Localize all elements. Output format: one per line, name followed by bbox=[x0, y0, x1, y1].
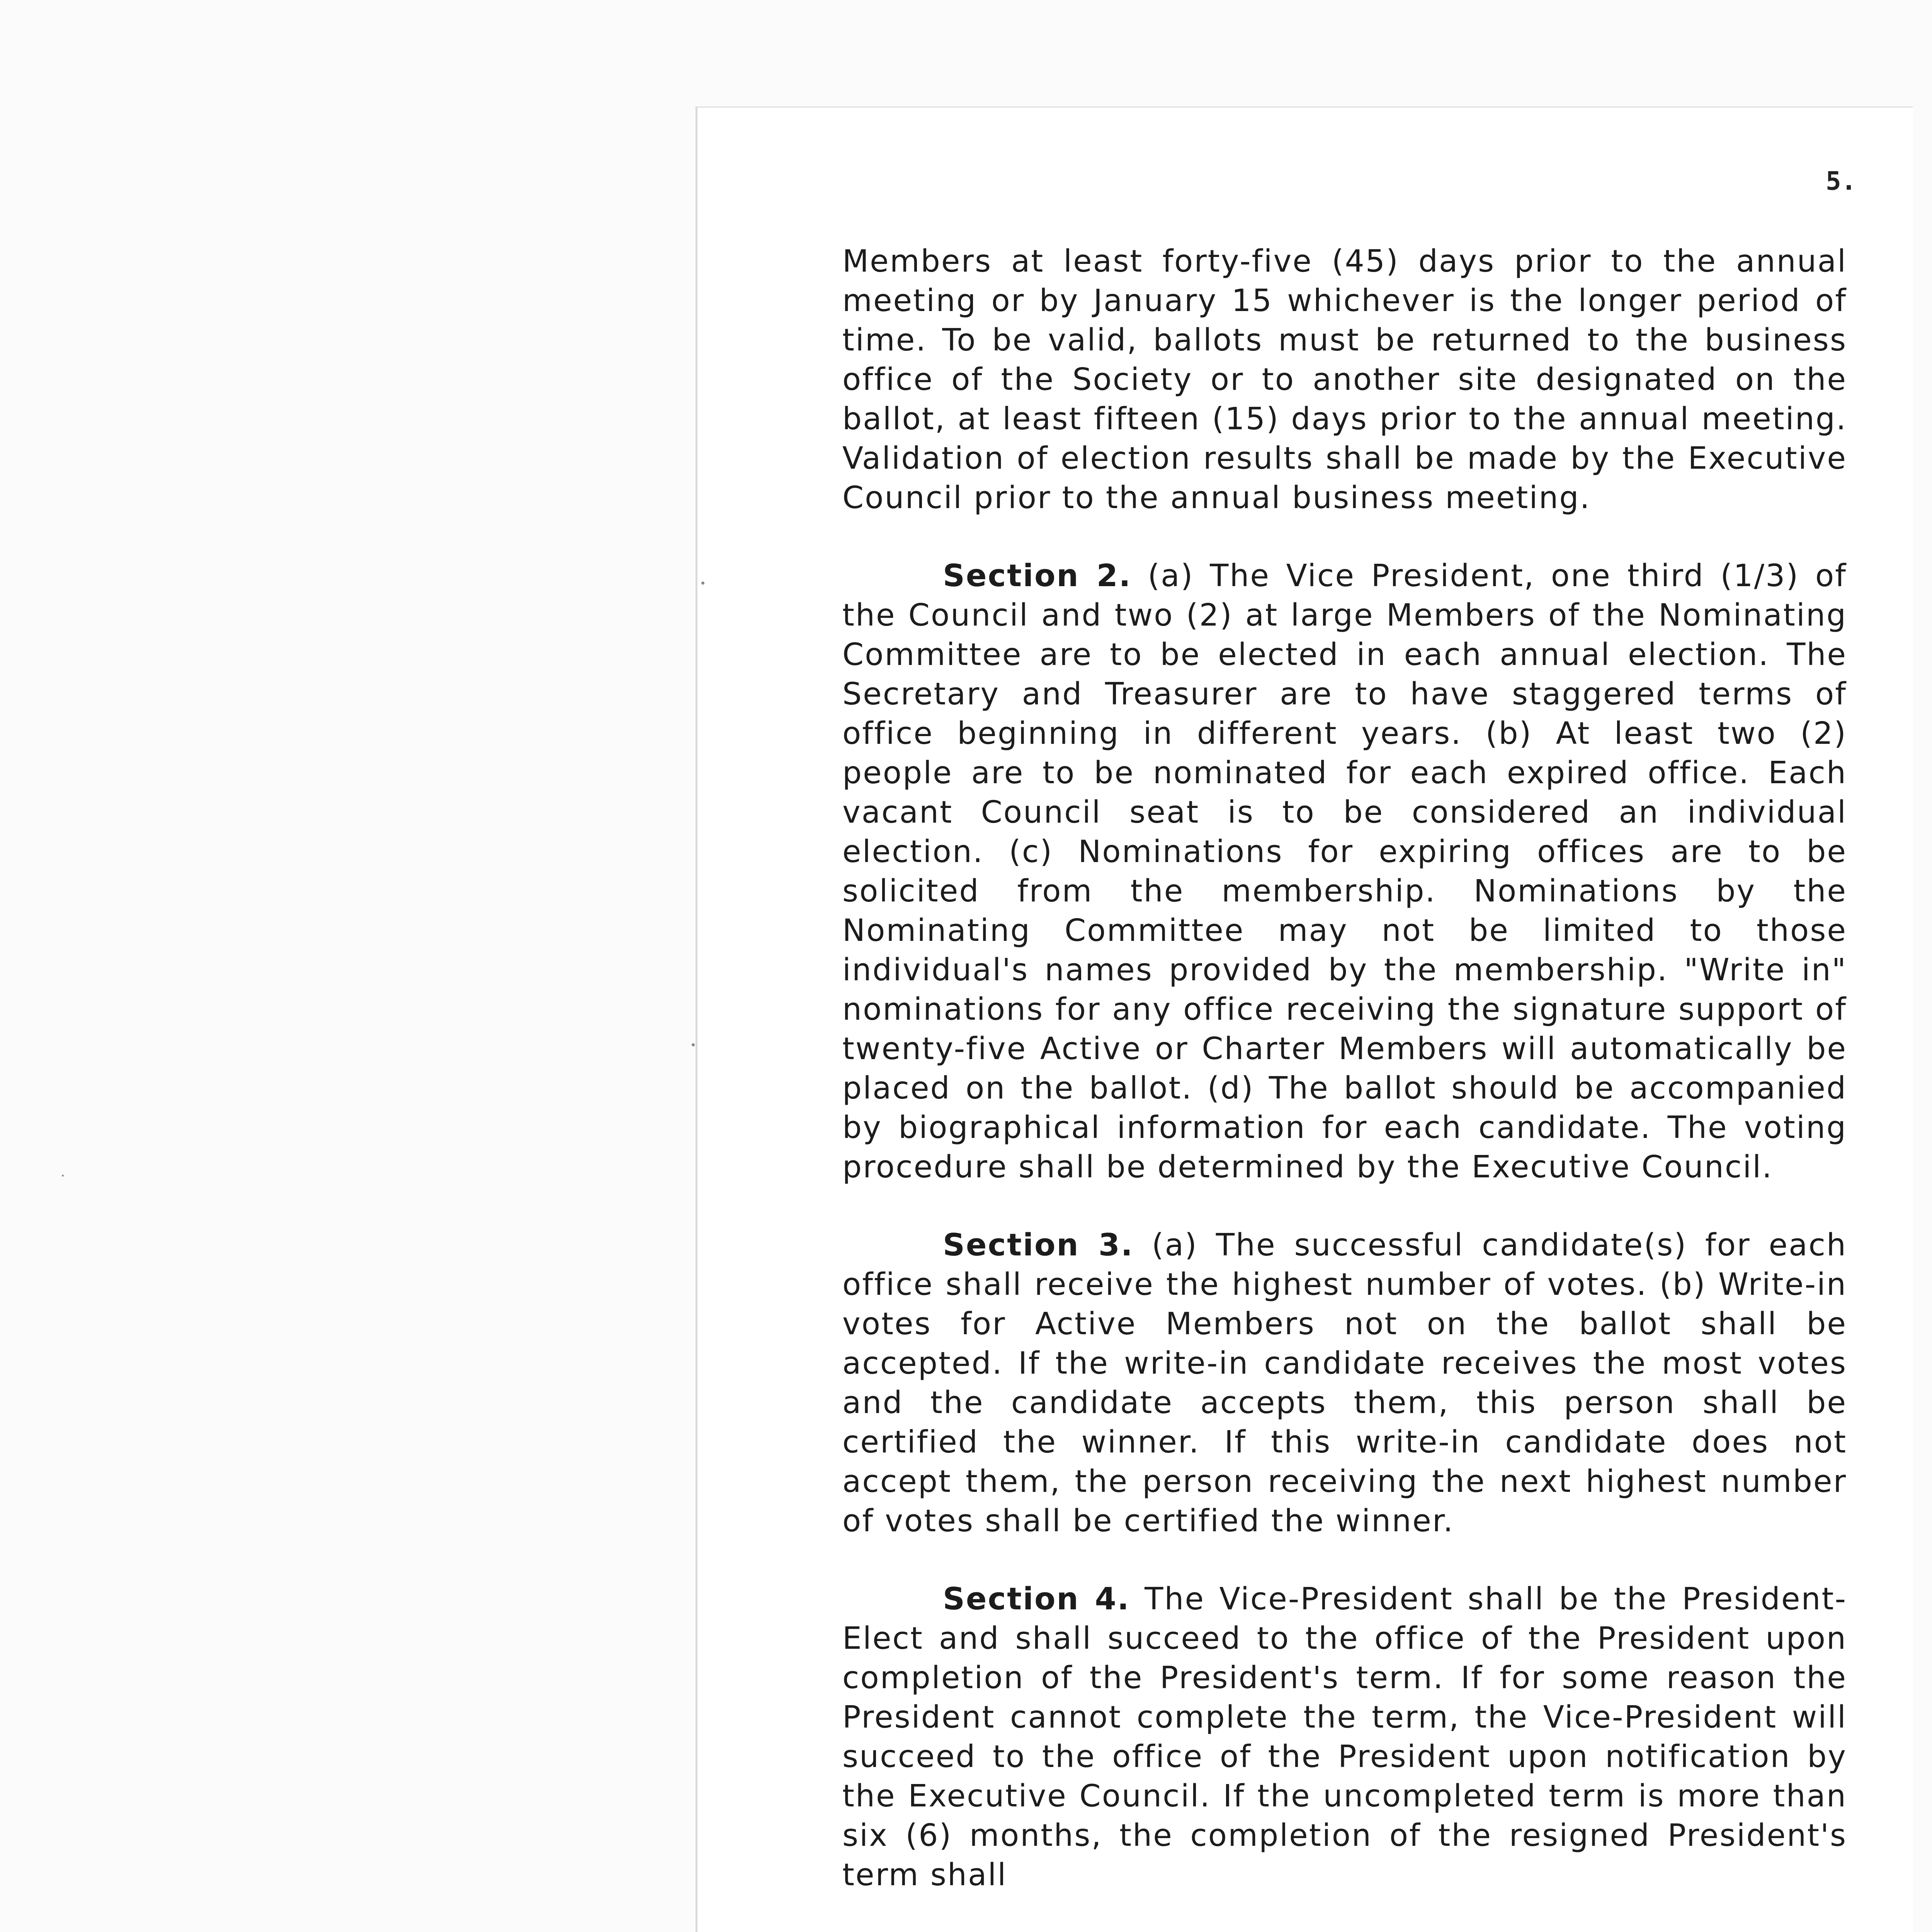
section-4-text: The Vice-President shall be the President-Elect and shall succeed to the office of the President upon completion of the President's term. If for some reason the President cannot complete the term, the Vice-President will succeed to the office of the President upon notification by the Executive Council. If the uncompleted term is more than six (6) months, the completion of the resigned President's term shall bbox=[842, 1581, 1847, 1893]
continuation-paragraph: Members at least forty-five (45) days prior to the annual meeting or by January 15 whichever is the longer period of time. To be valid, ballots must be returned to the business office of the Society or to another site designated on the ballot, at least fifteen (15) days prior to the annual meeting. Validation of election results shall be made by the Executive Council prior to the annual business meeting. bbox=[842, 243, 1847, 515]
section-3-text: (a) The successful candidate(s) for each office shall receive the highest number of votes. (b) Write-in votes for Active Members not on the ballot shall be accepted. If the write-in candidate receives the most votes and the candidate accepts them, this person shall be certified the winner. If this write-in candidate does not accept them, the person receiving the next highest number of votes shall be certified the winner. bbox=[842, 1227, 1847, 1539]
section-2-label: Section 2. bbox=[943, 558, 1132, 594]
page-number: 5. bbox=[1826, 166, 1857, 196]
section-3-paragraph bbox=[842, 1225, 1847, 1541]
section-2-paragraph bbox=[842, 556, 1847, 1187]
scan-speck bbox=[701, 582, 704, 585]
scan-speck bbox=[692, 1043, 695, 1046]
bylaws-text bbox=[842, 242, 1847, 1895]
section-4-paragraph bbox=[842, 1579, 1847, 1895]
section-3-label: Section 3. bbox=[943, 1227, 1134, 1263]
scan-speck bbox=[62, 1175, 64, 1177]
section-4-label: Section 4. bbox=[943, 1581, 1130, 1617]
section-2-text: (a) The Vice President, one third (1/3) of the Council and two (2) at large Members of the Nominating Committee are to be elected in each annual election. The Secretary and Treasurer are to have staggered terms of office beginning in different years. (b) At least two (2) people are to be nominated for each expired office. Each vacant Council seat is to be considered an individual election. (c) Nominations for expiring offices are to be solicited from the membership. Nominations by the Nominating Committee may not be limited to those individual's names provided by the membership. "Write in" nominations for any office receiving the signature support of twenty-five Active or Charter Members will automatically be placed on the ballot. (d) The ballot should be accompanied by biographical information for each candidate. The voting procedure shall be determined by the Executive Council. bbox=[842, 558, 1847, 1185]
